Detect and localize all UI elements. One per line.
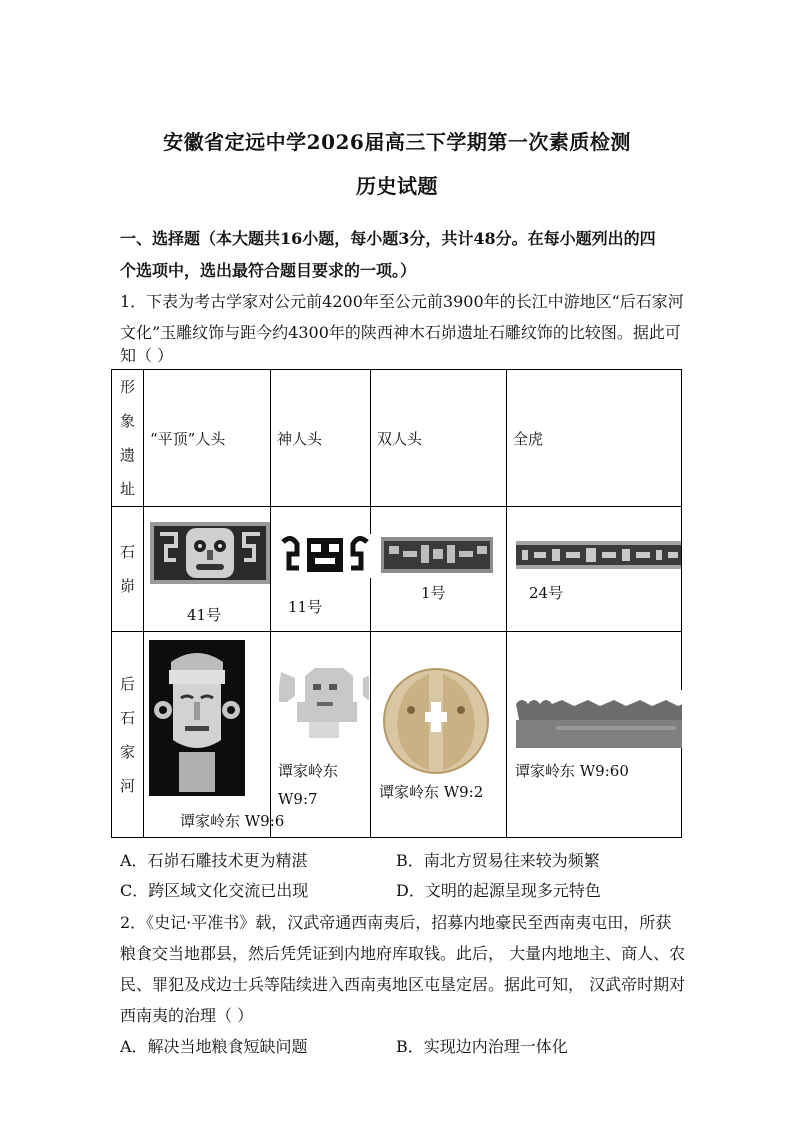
q1-option-d[interactable]: D．文明的起源呈现多元特色: [396, 881, 601, 900]
table-header-row: [112, 370, 682, 507]
q1-stem-line2: 文化”玉雕纹饰与距今约4300年的陕西神木石峁遗址石雕纹饰的比较图。据此可: [120, 323, 681, 342]
row-label-char: 河: [119, 776, 135, 795]
corner-char: 形: [119, 378, 135, 396]
jade-flat-top-head-image: [149, 640, 245, 796]
stone-carving-face-image: [150, 522, 270, 584]
caption-1: 1号: [421, 584, 446, 602]
q2-stem-line3: 民、罪犯及戍边士兵等陆续进入西南夷地区屯垦定居。据此可知， 汉武帝时期对: [120, 975, 686, 994]
caption-11: 11号: [288, 598, 323, 616]
table-corner-cell: [112, 370, 144, 507]
houshijiahe-row: [112, 632, 682, 838]
section-heading-line1: 一、选择题（本大题共16小题，每小题3分，共计48分。在每小题列出的四: [120, 229, 656, 248]
corner-char: 遗: [119, 446, 135, 464]
jade-cell-w9-2: [371, 632, 507, 838]
section-heading-line2: 个选项中，选出最符合题目要求的一项。）: [120, 261, 417, 280]
stone-carving-tiger-image: [516, 541, 681, 569]
corner-char: 象: [119, 412, 135, 430]
q2-stem-line2: 粮食交当地郡县，然后凭凭证到内地府库取钱。此后， 大量内地地主、商人、农: [120, 944, 686, 963]
jade-cell-w9-60: [507, 632, 682, 838]
exam-title: 安徽省定远中学2026届高三下学期第一次素质检测: [163, 130, 631, 154]
q1-option-c[interactable]: C．跨区域文化交流已出现: [120, 881, 309, 900]
row-label-houshijiahe: [112, 632, 144, 838]
jade-deity-head-image: [279, 662, 369, 740]
caption-w9-60: 谭家岭东 W9:60: [515, 762, 629, 780]
row-label-char: 家: [119, 742, 135, 761]
row-label-char: 后: [119, 674, 135, 693]
q2-option-b[interactable]: B．实现边内治理一体化: [396, 1037, 568, 1056]
q2-stem-line4: 西南夷的治理（ ）: [120, 1006, 254, 1025]
shimao-cell-41: [144, 507, 271, 632]
q1-option-a[interactable]: A．石峁石雕技术更为精湛: [120, 851, 308, 870]
caption-w9-6: 谭家岭东 W9:6: [180, 812, 285, 830]
stone-carving-double-head-image: [381, 537, 493, 573]
header-double-head: 双人头: [371, 370, 507, 507]
q1-stem-line3: 知（ ）: [120, 346, 174, 365]
shimao-cell-24: [507, 507, 682, 632]
q2-option-a[interactable]: A．解决当地粮食短缺问题: [120, 1037, 308, 1056]
caption-41: 41号: [187, 606, 222, 624]
q1-option-b[interactable]: B．南北方贸易往来较为频繁: [396, 851, 600, 870]
row-label-char: 石: [119, 708, 135, 727]
shimao-cell-11: [271, 507, 371, 632]
jade-tiger-image: [516, 690, 682, 748]
shimao-row: [112, 507, 682, 632]
caption-w9-2: 谭家岭东 W9:2: [379, 783, 484, 801]
stone-carving-deity-image: [279, 534, 371, 578]
caption-w9-7-b: W9:7: [278, 790, 318, 808]
q2-stem-line1: 2．《史记·平准书》载，汉武帝通西南夷后，招募内地豪民至西南夷屯田，所获: [120, 913, 672, 932]
exam-subject: 历史试题: [356, 174, 438, 198]
corner-char: 址: [119, 480, 135, 498]
jade-double-head-image: [381, 666, 491, 776]
header-flat-top-head: “平顶”人头: [144, 370, 271, 507]
header-deity-head: 神人头: [271, 370, 371, 507]
caption-w9-7-a: 谭家岭东: [278, 762, 339, 780]
row-label-char: 峁: [119, 577, 135, 595]
caption-24: 24号: [529, 584, 564, 602]
jade-cell-w9-7: [271, 632, 371, 838]
shimao-cell-1: [371, 507, 507, 632]
row-label-char: 石: [119, 543, 135, 561]
header-whole-tiger: 全虎: [507, 370, 682, 507]
q1-stem-line1: 1．下表为考古学家对公元前4200年至公元前3900年的长江中游地区“后石家河: [120, 292, 684, 311]
comparison-table: [111, 369, 682, 838]
row-label-shimao: [112, 507, 144, 632]
jade-cell-w9-6: [144, 632, 285, 838]
